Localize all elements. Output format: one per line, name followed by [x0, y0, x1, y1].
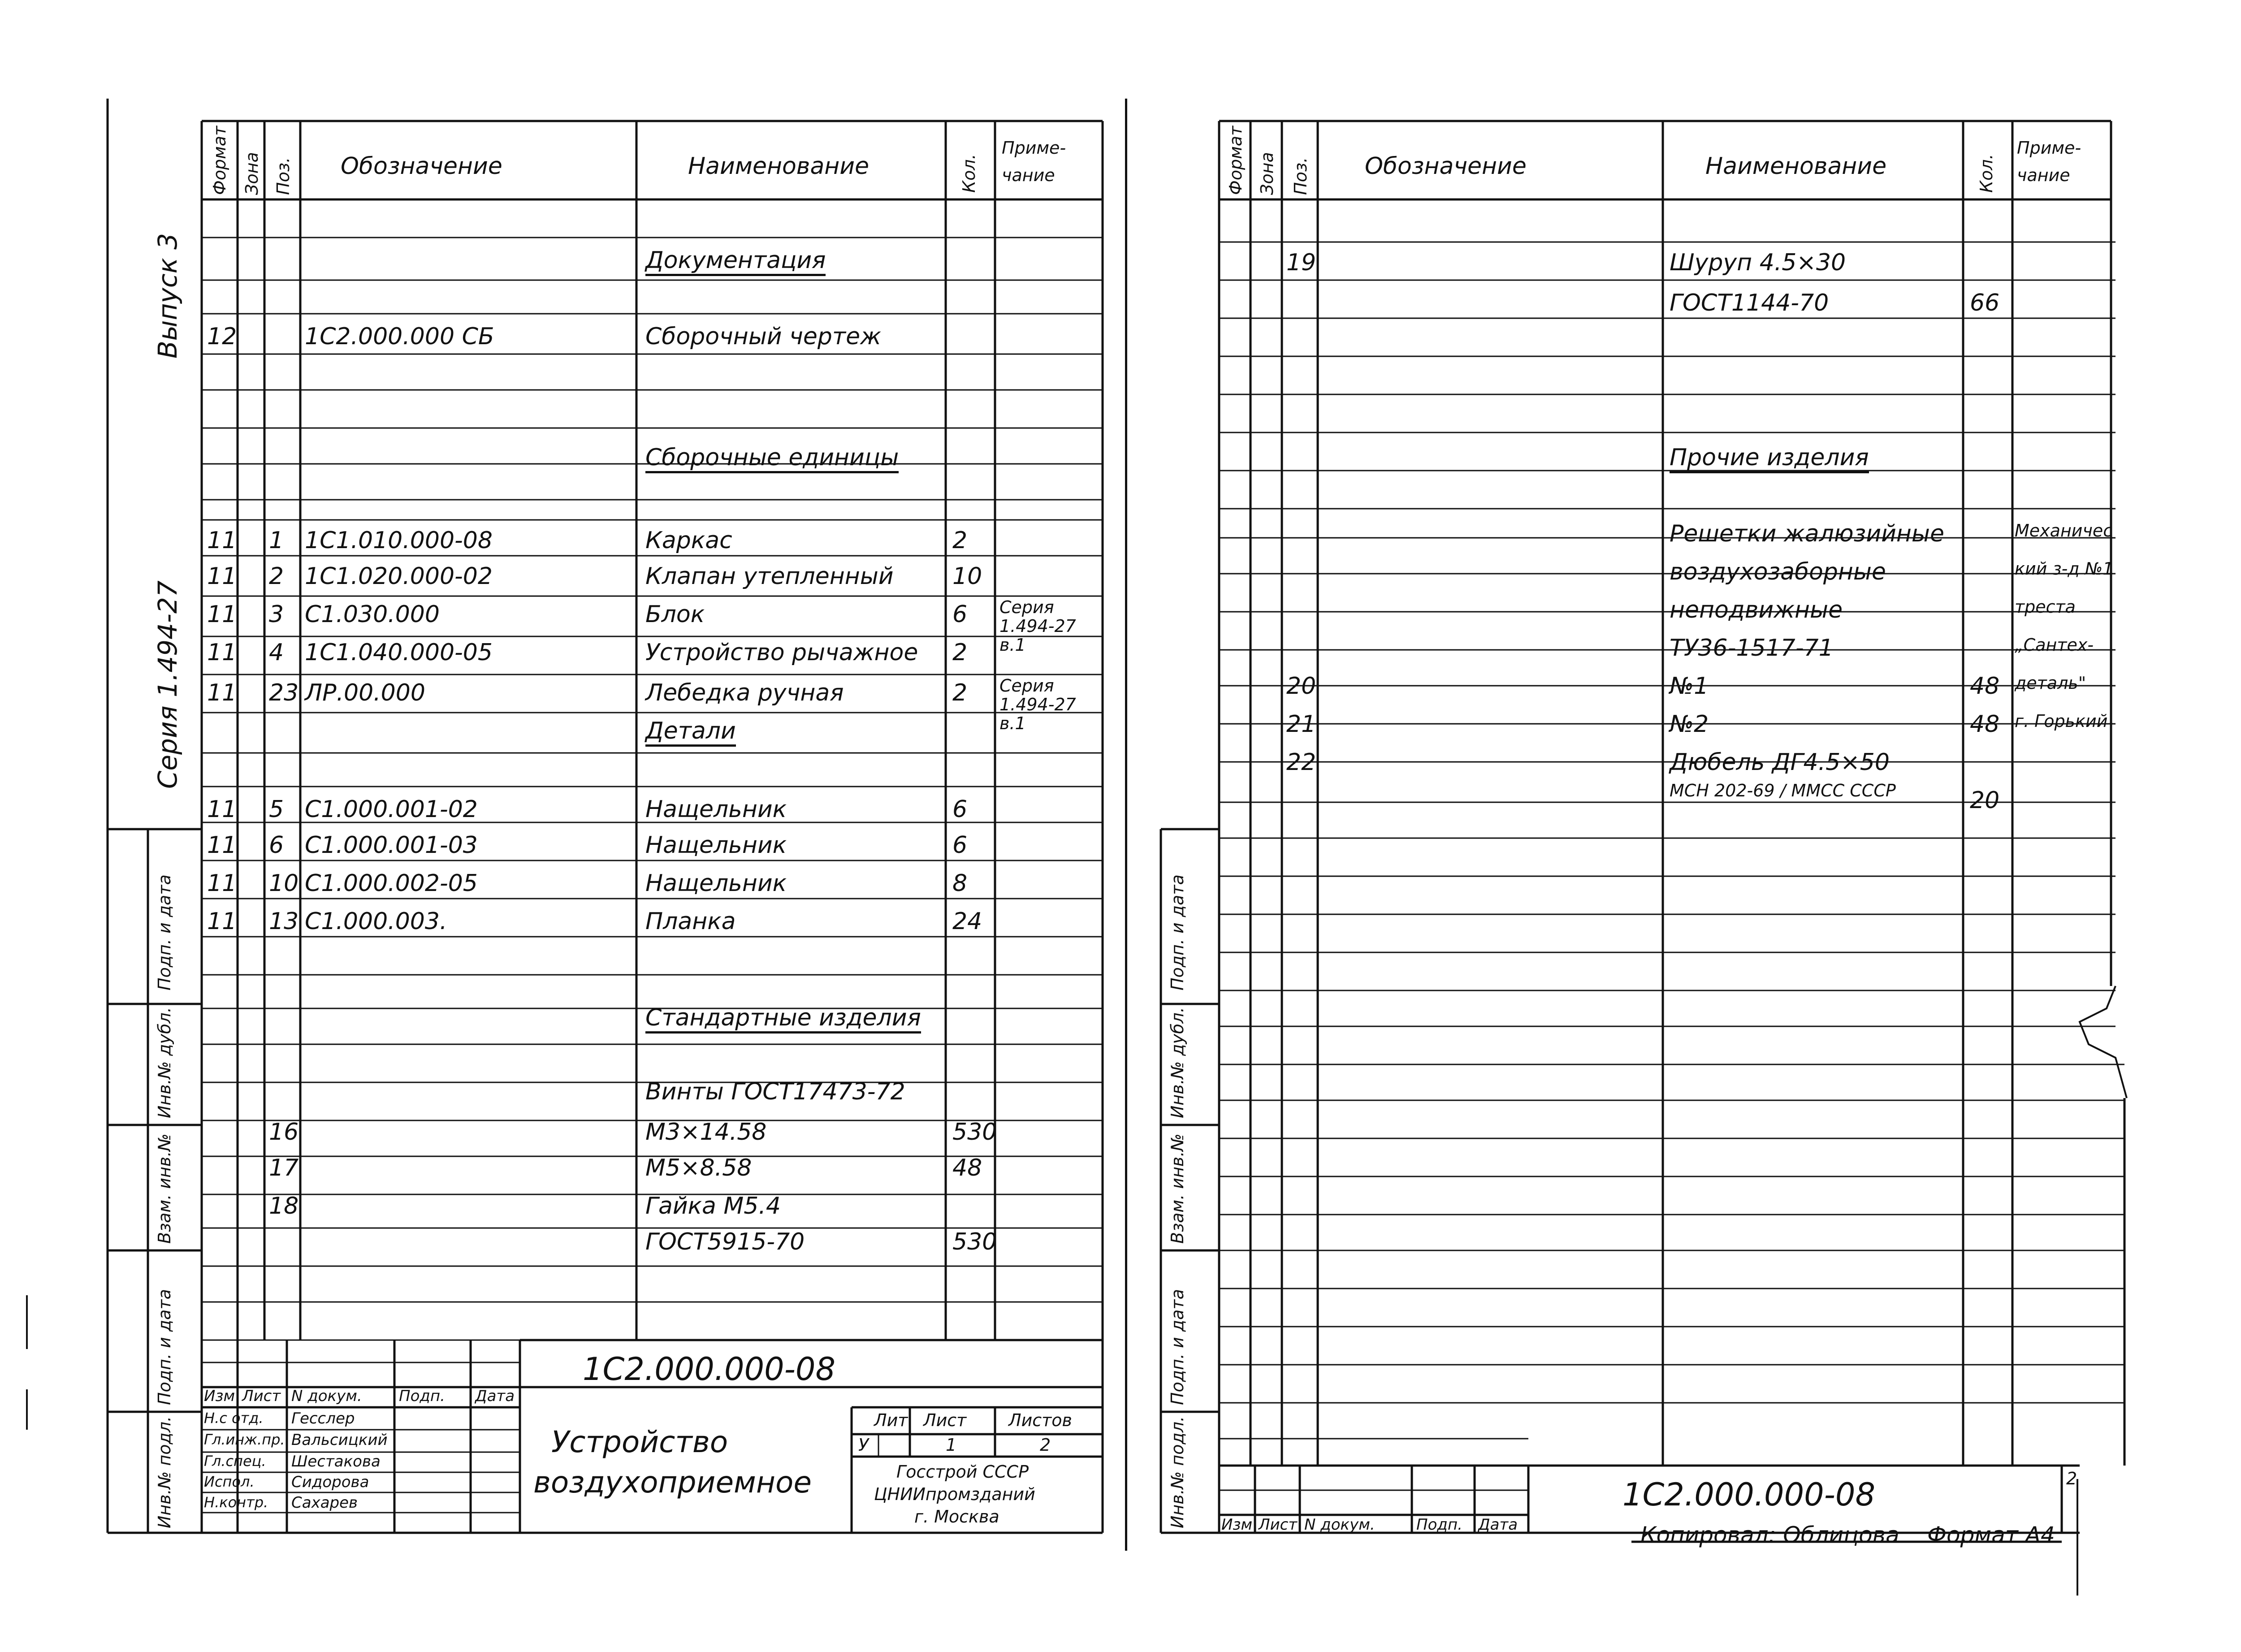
- row-qty: 48: [1970, 711, 2000, 738]
- left-title-line1: Устройство: [551, 1425, 728, 1459]
- stamp-repl-inv: Взам. инв.№: [155, 1133, 174, 1244]
- row-pos: 2: [269, 563, 284, 590]
- row-format: 11: [207, 870, 237, 897]
- row-pos: 13: [269, 908, 299, 935]
- sheet-value: 1: [946, 1435, 957, 1455]
- row-name: №1: [1670, 673, 1709, 700]
- row-note: деталь": [2015, 673, 2086, 693]
- row-name: №2: [1670, 711, 1709, 738]
- row-name: ГОСТ1144-70: [1670, 290, 1829, 316]
- row-qty: 6: [952, 832, 968, 859]
- row-designation: ЛР.00.000: [305, 679, 425, 706]
- row-note: треста: [2015, 597, 2076, 617]
- stamp-orig-inv: Инв.№ подл.: [155, 1416, 174, 1528]
- right-doc-code: 1С2.000.000-08: [1622, 1476, 1875, 1513]
- row-designation: 1С1.010.000-08: [305, 527, 493, 554]
- row-name: М5×8.58: [645, 1155, 752, 1181]
- org-line3: г. Москва: [914, 1507, 999, 1527]
- lit-label: Лит.: [874, 1410, 913, 1430]
- row-name: Устройство рычажное: [645, 639, 918, 666]
- row-pos: 20: [1286, 673, 1316, 700]
- row-qty: 2: [952, 527, 968, 554]
- left-doc-code: 1С2.000.000-08: [583, 1351, 835, 1388]
- footer-format: Формат А4: [1927, 1522, 2055, 1548]
- row-pos: 6: [269, 832, 284, 859]
- row-designation: С1.030.000: [305, 601, 440, 628]
- row-pos: 16: [269, 1119, 299, 1146]
- section-heading: Детали: [645, 719, 736, 747]
- signature-name: Сахарев: [291, 1494, 358, 1512]
- header-format: Формат: [210, 125, 229, 195]
- signature-name: Сидорова: [291, 1473, 369, 1491]
- row-format: 11: [207, 639, 237, 666]
- signature-name: Вальсицкий: [291, 1431, 388, 1449]
- org-line2: ЦНИИпромзданий: [874, 1484, 1035, 1504]
- r-stamp-dup-inv: Инв.№ дубл.: [1168, 1007, 1187, 1118]
- tb-col-header: Лист: [242, 1387, 281, 1405]
- tb-col-header: N докум.: [291, 1387, 362, 1405]
- header-qty: Кол.: [959, 154, 979, 193]
- row-name: МСН 202-69 / ММСС СССР: [1670, 781, 1896, 800]
- series-label: Серия 1.494-27: [152, 580, 183, 789]
- signature-name: Шестакова: [291, 1453, 381, 1470]
- signature-role: Гл.инж.пр.: [204, 1431, 285, 1448]
- row-name: Нащельник: [645, 870, 787, 897]
- row-designation: 1С1.020.000-02: [305, 563, 493, 590]
- signature-name: Гесслер: [291, 1410, 355, 1427]
- section-heading: Сборочные единицы: [645, 446, 899, 473]
- row-qty: 2: [952, 639, 968, 666]
- row-pos: 21: [1286, 711, 1316, 738]
- row-pos: 1: [269, 527, 284, 554]
- row-format: 11: [207, 796, 237, 823]
- row-name: Сборочный чертеж: [645, 323, 881, 350]
- signature-role: Н.контр.: [204, 1494, 268, 1511]
- row-format: 12: [207, 323, 237, 350]
- row-format: 11: [207, 908, 237, 935]
- row-pos: 4: [269, 639, 284, 666]
- tb-col-header: N докум.: [1304, 1516, 1375, 1534]
- tb-col-header: Лист: [1259, 1516, 1298, 1534]
- stamp-sign-date-1: Подп. и дата: [155, 874, 174, 990]
- row-name: Нащельник: [645, 796, 787, 823]
- r-header-pos: Поз.: [1291, 157, 1311, 195]
- row-format: 11: [207, 601, 237, 628]
- row-designation: С1.000.003.: [305, 908, 447, 935]
- row-designation: 1С2.000.000 СБ: [305, 323, 494, 350]
- row-note: кий з-д №1: [2015, 559, 2114, 579]
- row-qty: 6: [952, 601, 968, 628]
- section-heading: Документация: [645, 249, 826, 276]
- r-header-format: Формат: [1226, 125, 1246, 195]
- row-pos: 23: [269, 679, 299, 706]
- row-qty: 530: [952, 1119, 997, 1146]
- row-pos: 17: [269, 1155, 299, 1181]
- tb-col-header: Дата: [475, 1387, 515, 1405]
- row-name: Лебедка ручная: [645, 679, 844, 706]
- row-name: Шуруп 4.5×30: [1670, 249, 1846, 276]
- tb-col-header: Подп.: [1416, 1516, 1462, 1534]
- row-qty: 2: [952, 679, 968, 706]
- header-zone: Зона: [242, 152, 262, 195]
- tb-col-header: Дата: [1478, 1516, 1518, 1534]
- row-name: Гайка М5.4: [645, 1193, 781, 1220]
- header-name: Наименование: [688, 153, 870, 180]
- r-header-qty: Кол.: [1977, 154, 1996, 193]
- row-qty: 48: [1970, 673, 2000, 700]
- row-name: Клапан утепленный: [645, 563, 894, 590]
- section-heading: Прочие изделия: [1670, 446, 1869, 473]
- row-name: М3×14.58: [645, 1119, 767, 1146]
- row-qty: 530: [952, 1228, 997, 1255]
- tb-col-header: Изм: [1221, 1516, 1253, 1534]
- row-designation: 1С1.040.000-05: [305, 639, 493, 666]
- right-sheet-number: 2: [2066, 1469, 2077, 1488]
- row-format: 11: [207, 527, 237, 554]
- left-title-line2: воздухоприемное: [533, 1465, 812, 1500]
- row-pos: 5: [269, 796, 284, 823]
- row-format: 11: [207, 832, 237, 859]
- org-line1: Госстрой СССР: [896, 1462, 1029, 1482]
- r-stamp-repl-inv: Взам. инв.№: [1168, 1133, 1187, 1244]
- row-qty: 66: [1970, 290, 2000, 316]
- row-name: Каркас: [645, 527, 732, 554]
- row-pos: 22: [1286, 749, 1316, 776]
- row-note: г. Горький: [2015, 711, 2108, 731]
- lit-value: У: [858, 1435, 869, 1455]
- row-pos: 18: [269, 1193, 299, 1220]
- row-pos: 10: [269, 870, 299, 897]
- signature-role: Испол.: [204, 1473, 255, 1490]
- row-name: Решетки жалюзийные: [1670, 520, 1944, 547]
- header-pos: Поз.: [273, 157, 293, 195]
- row-pos: 19: [1286, 249, 1316, 276]
- row-designation: С1.000.001-03: [305, 832, 478, 859]
- row-qty: 20: [1970, 787, 2000, 814]
- row-note: Серия 1.494-27 в.1: [999, 676, 1076, 733]
- row-qty: 6: [952, 796, 968, 823]
- row-qty: 48: [952, 1155, 982, 1181]
- r-stamp-sign-date-1: Подп. и дата: [1168, 874, 1187, 990]
- sheets-value: 2: [1040, 1435, 1051, 1455]
- signature-role: Гл.спец.: [204, 1453, 266, 1470]
- footer-copied: Копировал: Облицова: [1640, 1522, 1899, 1548]
- header-note: Приме- чание: [1002, 138, 1066, 185]
- row-note: Механичес: [2015, 521, 2113, 541]
- sheet-label: Лист: [923, 1410, 967, 1430]
- tb-col-header: Подп.: [399, 1387, 445, 1405]
- signature-role: Н.с отд.: [204, 1410, 264, 1427]
- row-name: Нащельник: [645, 832, 787, 859]
- row-format: 11: [207, 679, 237, 706]
- stamp-dup-inv: Инв.№ дубл.: [155, 1007, 174, 1118]
- row-pos: 3: [269, 601, 284, 628]
- row-note: „Сантех-: [2015, 635, 2094, 655]
- row-qty: 8: [952, 870, 968, 897]
- row-name: воздухозаборные: [1670, 558, 1886, 585]
- r-header-zone: Зона: [1257, 152, 1277, 195]
- r-header-designation: Обозначение: [1365, 153, 1527, 180]
- sheets-label: Листов: [1008, 1410, 1072, 1430]
- row-name: Планка: [645, 908, 736, 935]
- row-name: ГОСТ5915-70: [645, 1228, 805, 1255]
- section-heading: Стандартные изделия: [645, 1006, 921, 1034]
- row-format: 11: [207, 563, 237, 590]
- tb-col-header: Изм: [204, 1387, 235, 1405]
- header-designation: Обозначение: [341, 153, 502, 180]
- row-qty: 10: [952, 563, 982, 590]
- row-designation: С1.000.002-05: [305, 870, 478, 897]
- row-name: Винты ГОСТ17473-72: [645, 1078, 905, 1105]
- row-qty: 24: [952, 908, 982, 935]
- row-name: ТУ36-1517-71: [1670, 635, 1834, 662]
- r-header-name: Наименование: [1705, 153, 1887, 180]
- issue-label: Выпуск 3: [152, 233, 183, 359]
- stamp-sign-date-2: Подп. и дата: [155, 1289, 174, 1405]
- r-stamp-orig-inv: Инв.№ подл.: [1168, 1416, 1187, 1528]
- row-name: Блок: [645, 601, 705, 628]
- row-name: неподвижные: [1670, 597, 1843, 623]
- r-stamp-sign-date-2: Подп. и дата: [1168, 1289, 1187, 1405]
- row-note: Серия 1.494-27 в.1: [999, 597, 1076, 655]
- row-designation: С1.000.001-02: [305, 796, 478, 823]
- row-name: Дюбель ДГ4.5×50: [1670, 749, 1890, 776]
- r-header-note: Приме- чание: [2017, 138, 2081, 185]
